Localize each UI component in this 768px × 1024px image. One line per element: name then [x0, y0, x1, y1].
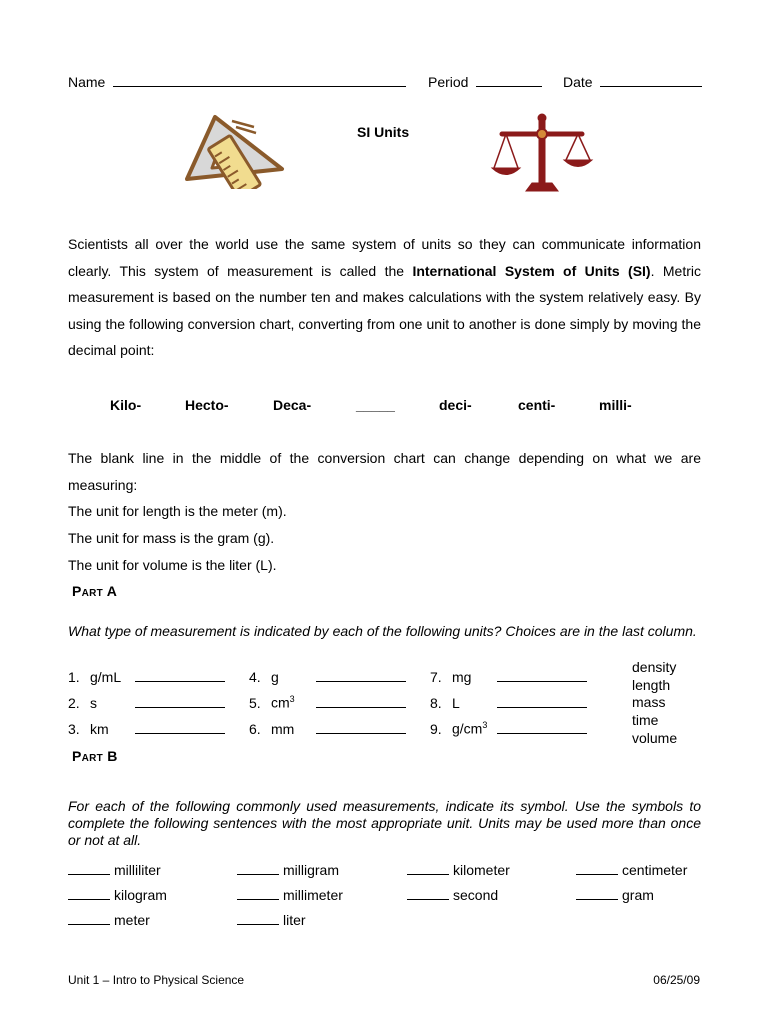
answer-blank[interactable] — [316, 693, 406, 708]
prefix-kilo: Kilo- — [110, 397, 142, 413]
ruler-triangle-icon — [184, 113, 288, 189]
part-b-item: millimeter — [237, 886, 343, 903]
answer-blank[interactable] — [135, 667, 225, 682]
choice-mass: mass — [632, 694, 666, 711]
prefix-milli: milli- — [599, 397, 632, 413]
part-b-item: kilometer — [407, 861, 510, 878]
choice-length: length — [632, 676, 671, 693]
symbol-blank[interactable] — [237, 861, 279, 875]
part-a-item: 8. L — [430, 693, 587, 711]
prefix-hecto: Hecto- — [185, 397, 229, 413]
date-label: Date — [563, 74, 593, 90]
prefix-centi: centi- — [518, 397, 556, 413]
base-units-intro: The blank line in the middle of the conversion chart can change depending on what we are measuring: — [68, 450, 701, 493]
unit-mass: The unit for mass is the gram (g). — [68, 530, 275, 546]
part-a-heading: Part A — [72, 583, 118, 599]
part-a-instructions: What type of measurement is indicated by each of the following units? Choices are in the last column. — [68, 623, 697, 639]
part-b-heading: Part B — [72, 748, 118, 764]
part-a-item: 7. mg — [430, 667, 587, 685]
unit-length: The unit for length is the meter (m). — [68, 503, 287, 519]
symbol-blank[interactable] — [576, 861, 618, 875]
answer-blank[interactable] — [497, 667, 587, 682]
footer-left: Unit 1 – Intro to Physical Science — [68, 973, 245, 987]
part-b-item: liter — [237, 911, 306, 928]
period-label: Period — [428, 74, 469, 90]
balance-scale-icon — [490, 113, 594, 197]
choice-density: density — [632, 659, 677, 675]
answer-blank[interactable] — [135, 719, 225, 734]
part-b-item: meter — [68, 911, 150, 928]
part-a-item: 5. $cm^3$ — [249, 693, 406, 711]
page-title: SI Units — [357, 124, 410, 140]
period-blank[interactable] — [476, 72, 542, 87]
period-field — [428, 72, 542, 90]
footer-date: 06/25/09 — [653, 973, 700, 987]
part-a-item: 4. g — [249, 667, 406, 685]
part-b-item: milligram — [237, 861, 339, 878]
symbol-blank[interactable] — [68, 861, 110, 875]
symbol-blank[interactable] — [407, 886, 449, 900]
symbol-blank[interactable] — [576, 886, 618, 900]
date-field — [563, 72, 702, 90]
intro-text-1: Scientists all over the world use the same system of units so they can communicate information clearly. This system of measurement is called the — [68, 236, 701, 279]
symbol-blank[interactable] — [68, 911, 110, 925]
part-b-item: kilogram — [68, 886, 167, 903]
intro-bold-si: International System of Units (SI) — [412, 262, 651, 279]
name-blank[interactable] — [113, 72, 406, 87]
part-a-item: 2. s — [68, 693, 225, 711]
symbol-blank[interactable] — [237, 886, 279, 900]
name-label: Name — [68, 74, 106, 90]
part-b-item: second — [407, 886, 498, 903]
intro-paragraph — [68, 231, 701, 364]
answer-blank[interactable] — [316, 719, 406, 734]
unit-volume: The unit for volume is the liter (L). — [68, 557, 277, 573]
part-a-item: 3. km — [68, 719, 225, 737]
answer-blank[interactable] — [497, 719, 587, 734]
part-a-item: 6. mm — [249, 719, 406, 737]
part-a-item: 9. $g/cm^3$ — [430, 719, 587, 737]
prefix-blank: _____ — [356, 397, 395, 413]
choice-volume: volume — [632, 729, 678, 746]
part-b-item: centimeter — [576, 861, 687, 878]
prefix-deci: deci- — [439, 397, 472, 413]
symbol-blank[interactable] — [68, 886, 110, 900]
part-b-item: milliliter — [68, 861, 161, 878]
date-blank[interactable] — [600, 72, 702, 87]
intro-text-2: . Metric measurement is based on the number ten and makes calculations with the system relatively easy. By using the following conversion chart, converting from one unit to another is done simply by moving the decimal point: — [68, 262, 702, 358]
prefix-deca: Deca- — [273, 397, 312, 413]
part-b-instructions: For each of the following commonly used measurements, indicate its symbol. Use the symbols to complete the following sentences with the most appropriate unit. Units may be used more than once or not at all. — [68, 798, 701, 848]
symbol-blank[interactable] — [237, 911, 279, 925]
choice-time: time — [632, 712, 659, 729]
part-a-choices — [632, 659, 677, 748]
answer-blank[interactable] — [497, 693, 587, 708]
part-a-item: 1. g/mL — [68, 667, 225, 685]
answer-blank[interactable] — [316, 667, 406, 682]
answer-blank[interactable] — [135, 693, 225, 708]
symbol-blank[interactable] — [407, 861, 449, 875]
part-b-item: gram — [576, 886, 654, 903]
name-field — [68, 72, 406, 90]
